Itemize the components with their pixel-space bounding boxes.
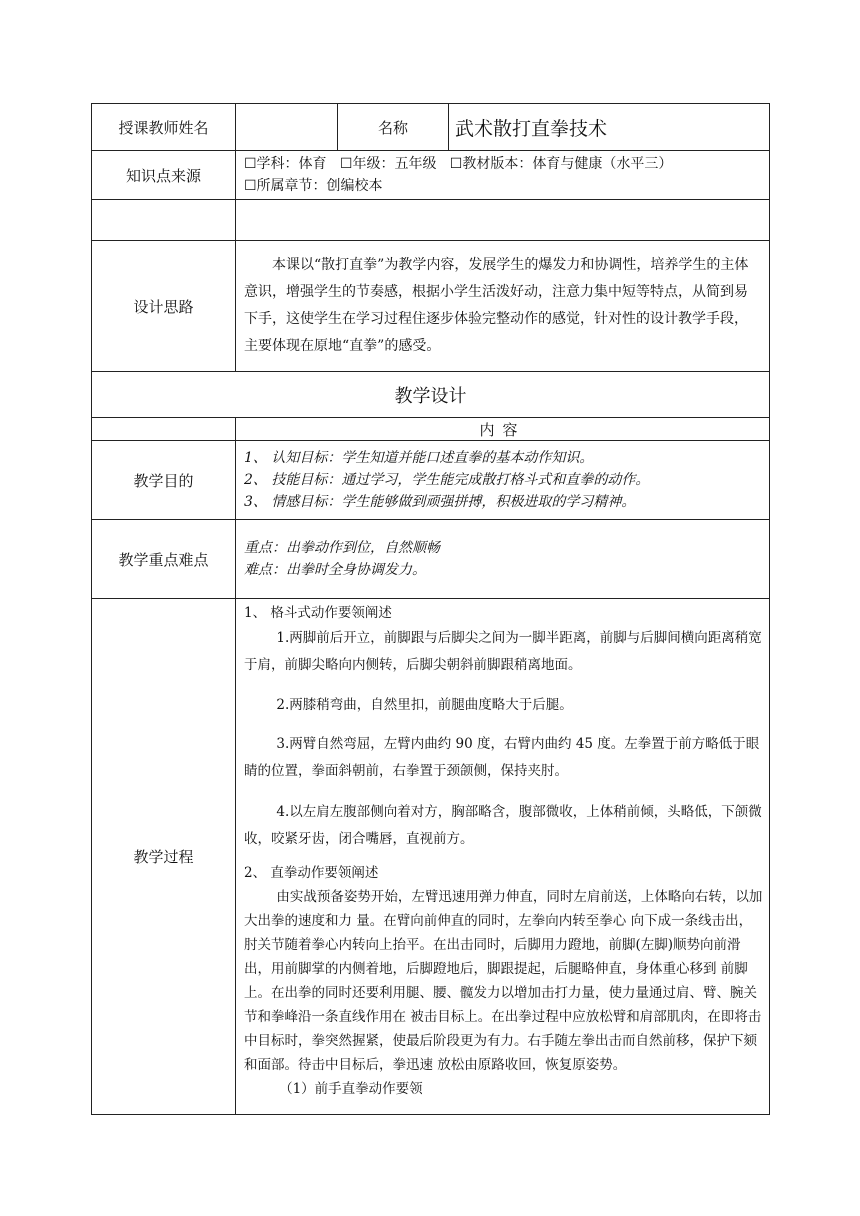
lesson-name-value: 武术散打直拳技术 bbox=[449, 104, 770, 151]
section-2-title: 2、 直拳动作要领阐述 bbox=[244, 865, 379, 881]
key-points-label: 教学重点难点 bbox=[92, 520, 236, 599]
process-paragraph: 4.以左肩左腹部侧向着对方，胸部略含，腹部微收，上体稍前倾，头略低，下颌微收，咬紧牙齿，闭合嘴唇，直视前方。 bbox=[244, 804, 762, 847]
source-line-1: ☐学科：体育 ☐年级：五年级 ☐教材版本：体育与健康（水平三） bbox=[244, 156, 673, 172]
source-line-2: ☐所属章节：创编校本 bbox=[244, 178, 383, 194]
design-label: 设计思路 bbox=[92, 241, 236, 372]
design-row bbox=[92, 241, 770, 372]
source-label: 知识点来源 bbox=[92, 151, 236, 200]
process-paragraph: 3.两臂自然弯屈，左臂内曲约 90 度，右臂内曲约 45 度。左拳置于前方略低于眼睛的位置，拳面斜朝前，右拳置于颈颌侧，保持夹肘。 bbox=[244, 736, 760, 779]
section-1-title: 1、 格斗式动作要领阐述 bbox=[244, 605, 392, 621]
goals-row bbox=[92, 441, 770, 520]
lesson-plan-table bbox=[91, 103, 770, 1115]
lesson-name-label: 名称 bbox=[338, 104, 449, 151]
teacher-name-value bbox=[236, 104, 338, 151]
empty-row bbox=[92, 200, 770, 241]
empty-value-cell bbox=[236, 200, 770, 241]
process-paragraph: 1.两脚前后开立，前脚跟与后脚尖之间为一脚半距离，前脚与后脚间横向距离稍宽于肩，前脚尖略向内侧转，后脚尖朝斜前脚跟稍离地面。 bbox=[244, 630, 762, 673]
teaching-design-row bbox=[92, 372, 770, 418]
process-cell bbox=[236, 599, 770, 1115]
process-paragraph: 2.两膝稍弯曲，自然里扣，前腿曲度略大于后腿。 bbox=[276, 697, 573, 713]
process-label: 教学过程 bbox=[92, 599, 236, 1115]
header-row bbox=[92, 104, 770, 151]
teacher-name-label: 授课教师姓名 bbox=[92, 104, 236, 151]
goal-item: 1、 认知目标：学生知道并能口述直拳的基本动作知识。 bbox=[244, 450, 594, 466]
content-row bbox=[92, 418, 770, 441]
difficulty-text: 难点：出拳时全身协调发力。 bbox=[244, 562, 426, 578]
goal-item: 2、 技能目标：通过学习，学生能完成散打格斗式和直拳的动作。 bbox=[244, 472, 650, 488]
teaching-design-title: 教学设计 bbox=[92, 372, 770, 418]
source-cell bbox=[236, 151, 770, 200]
process-row bbox=[92, 599, 770, 1115]
content-label-cell bbox=[92, 418, 236, 441]
key-point-text: 重点：出拳动作到位，自然顺畅 bbox=[244, 540, 440, 556]
goals-label: 教学目的 bbox=[92, 441, 236, 520]
subsection-title: （1）前手直拳动作要领 bbox=[279, 1081, 423, 1097]
design-text: 本课以“散打直拳”为教学内容，发展学生的爆发力和协调性，培养学生的主体意识，增强学生的节奏感，根据小学生活泼好动，注意力集中短等特点，从简到易下手，这使学生在学习过程住逐步体验完整动作的感觉，针对性的设计教学手段，主要体现在原地“直拳”的感受。 bbox=[244, 257, 749, 354]
empty-label-cell bbox=[92, 200, 236, 241]
key-points-row bbox=[92, 520, 770, 599]
source-row bbox=[92, 151, 770, 200]
goal-item: 3、 情感目标：学生能够做到顽强拼搏，积极进取的学习精神。 bbox=[244, 494, 636, 510]
design-cell bbox=[236, 241, 770, 372]
goals-cell bbox=[236, 441, 770, 520]
process-paragraph: 由实战预备姿势开始，左臂迅速用弹力伸直，同时左肩前送，上体略向右转，以加大出拳的速度和力 量。在臂向前伸直的同时，左拳向内转至拳心 向下成一条线击出，肘关节随着拳心内转向上抬平。在出击同时，后脚用力蹬地，前脚(左脚)顺势向前滑出，用前脚掌的内侧着地，后脚蹬地后，脚跟提起，后腿略伸直，身体重心移到 前脚上。在出拳的同时还要利用腿、腰、髋发力以增加击打力量，使力量通过肩、臂、腕关节和拳峰沿一条直线作用在 被击目标上。在出拳过程中应放松臂和肩部肌肉，在即将击 中目标时，拳突然握紧，使最后阶段更为有力。右手随左拳出击而自然前移，保护下颏和面部。待击中目标后，拳迅速 放松由原路收回，恢复原姿势。 bbox=[244, 889, 763, 1073]
key-points-cell bbox=[236, 520, 770, 599]
content-title: 内容 bbox=[236, 418, 770, 441]
